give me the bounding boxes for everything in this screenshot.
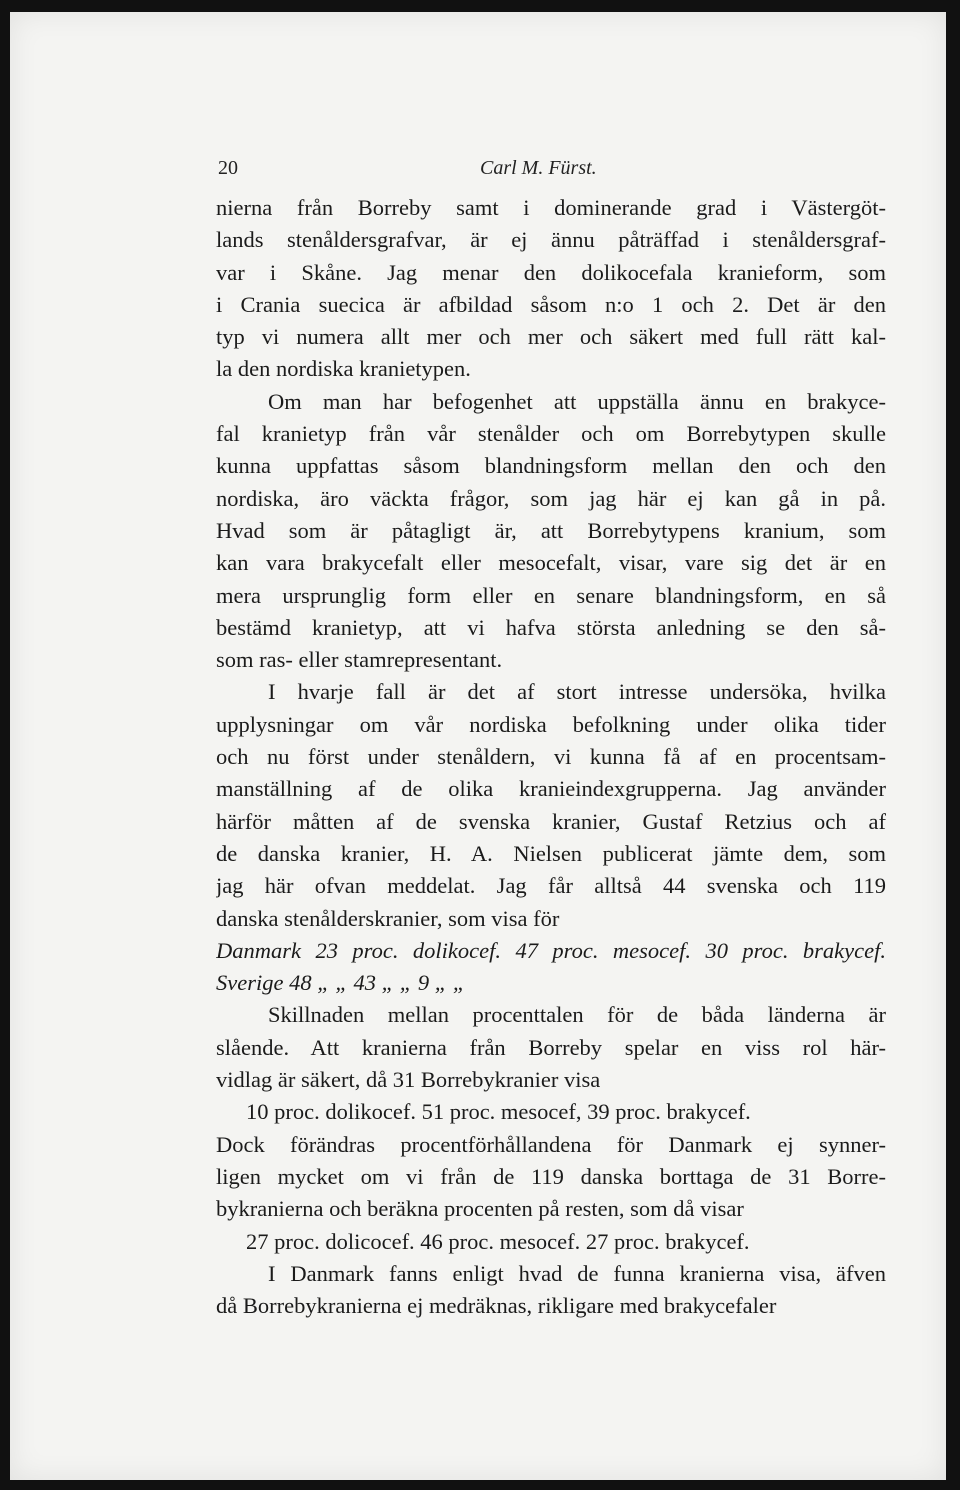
page-header <box>10 157 946 181</box>
text-line: bykranierna och beräkna procenten på resten, som då visar <box>216 1196 744 1222</box>
document-page <box>10 12 946 1480</box>
text-line: var i Skåne. Jag menar den dolikocefala kranieform, som <box>216 259 886 285</box>
text-line: bestämd kranietyp, att vi hafva största anledning se den så- <box>216 614 886 640</box>
text-line: I hvarje fall är det af stort intresse undersöka, hvilka <box>268 679 886 705</box>
page-number: 20 <box>218 157 238 179</box>
text-line: lands stenåldersgrafvar, är ej ännu påträffad i stenåldersgraf- <box>216 227 886 253</box>
text-line: och nu först under stenåldern, vi kunna få af en procentsam- <box>216 744 886 770</box>
text-line: upplysningar om vår nordiska befolkning under olika tider <box>216 711 886 737</box>
text-line: de danska kranier, H. A. Nielsen publicerat jämte dem, som <box>216 840 886 866</box>
text-line: manställning af de olika kranieindexgrupperna. Jag använder <box>216 776 886 802</box>
text-line: I Danmark fanns enligt hvad de funna kranierna visa, äfven <box>268 1260 886 1286</box>
table-row-sverige: Sverige 48 „ „ 43 „ „ 9 „ „ <box>216 970 466 996</box>
text-line: slående. Att kranierna från Borreby spelar en viss rol här- <box>216 1034 886 1060</box>
text-line: kunna uppfattas såsom blandningsform mellan den och den <box>216 453 886 479</box>
running-head: Carl M. Fürst. <box>480 157 597 179</box>
text-line: i Crania suecica är afbildad såsom n:o 1 och 2. Det är den <box>216 291 886 317</box>
text-line: då Borrebykranierna ej medräknas, rikligare med brakycefaler <box>216 1293 777 1319</box>
text-line: nierna från Borreby samt i dominerande grad i Västergöt- <box>216 195 886 220</box>
table-row-borreby: 10 proc. dolikocef. 51 proc. mesocef, 39 proc. brakycef. <box>246 1099 751 1125</box>
text-line: kan vara brakycefalt eller mesocefalt, visar, vare sig det är en <box>216 550 886 576</box>
text-line: danska stenålderskranier, som visa för <box>216 905 560 931</box>
text-line: typ vi numera allt mer och mer och säkert med full rätt kal- <box>216 324 886 350</box>
text-line: nordiska, äro väckta frågor, som jag här ej kan gå in på. <box>216 485 886 511</box>
text-line: Om man har befogenhet att uppställa ännu en brakyce- <box>268 388 886 414</box>
text-line: Dock förändras procentförhållandena för Danmark ej synner- <box>216 1131 886 1157</box>
table-row-danmark-excl: 27 proc. dolicocef. 46 proc. mesocef. 27 proc. brakycef. <box>246 1228 750 1254</box>
text-line: härför måtten af de svenska kranier, Gustaf Retzius och af <box>216 808 886 834</box>
table-row-danmark: Danmark 23 proc. dolikocef. 47 proc. mesocef. 30 proc. brakycef. <box>216 937 886 963</box>
text-line: vidlag är säkert, då 31 Borrebykranier visa <box>216 1067 601 1093</box>
body-text <box>216 192 886 1322</box>
text-line: Skillnaden mellan procenttalen för de båda länderna är <box>268 1002 886 1028</box>
text-line: Hvad som är påtagligt är, att Borrebytypens kranium, som <box>216 517 886 543</box>
text-line: la den nordiska kranietypen. <box>216 356 471 382</box>
text-line: fal kranietyp från vår stenålder och om Borrebytypen skulle <box>216 421 886 447</box>
text-line: jag här ofvan meddelat. Jag får alltså 44 svenska och 119 <box>216 873 886 899</box>
text-line: mera ursprunglig form eller en senare blandningsform, en så <box>216 582 886 608</box>
text-line: ligen mycket om vi från de 119 danska borttaga de 31 Borre- <box>216 1163 886 1189</box>
text-line: som ras- eller stamrepresentant. <box>216 647 503 673</box>
